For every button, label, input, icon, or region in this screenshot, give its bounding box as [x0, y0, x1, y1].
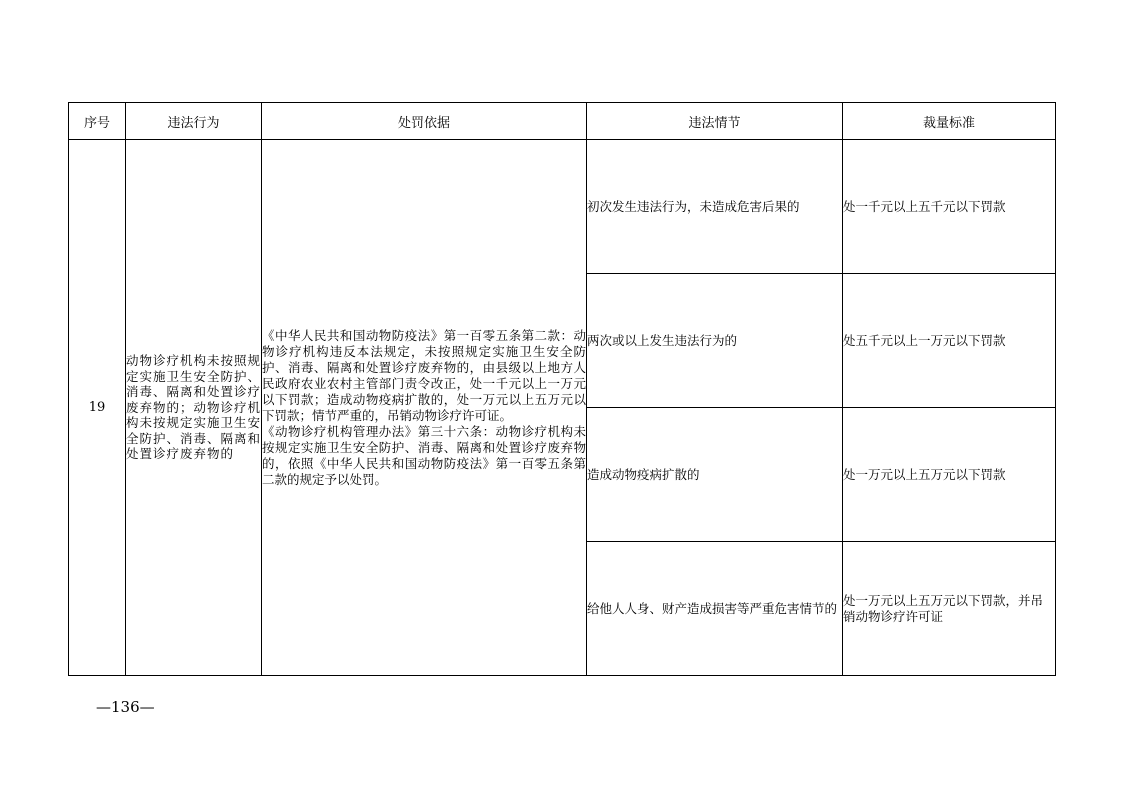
- standard-cell: 处一千元以上五千元以下罚款: [843, 140, 1056, 274]
- violation-cell: 动物诊疗机构未按照规定实施卫生安全防护、消毒、隔离和处置诊疗废弃物的；动物诊疗机构未按规定实施卫生安全防护、消毒、隔离和处置诊疗废弃物的: [126, 140, 262, 676]
- penalty-table: [68, 102, 1056, 676]
- header-standard: 裁量标准: [843, 103, 1056, 140]
- basis-cell: [262, 140, 587, 676]
- standard-cell: 处一万元以上五万元以下罚款，并吊销动物诊疗许可证: [843, 542, 1056, 676]
- page-number: —136—: [96, 698, 155, 716]
- header-number: 序号: [69, 103, 126, 140]
- row-number: 19: [69, 140, 126, 676]
- basis-paragraph: 《动物诊疗机构管理办法》第三十六条：动物诊疗机构未按规定实施卫生安全防护、消毒、隔离和处置诊疗废弃物的，依照《中华人民共和国动物防疫法》第一百零五条第二款的规定予以处罚。: [262, 423, 586, 487]
- table-row: [69, 140, 1056, 274]
- basis-paragraph: 《中华人民共和国动物防疫法》第一百零五条第二款：动物诊疗机构违反本法规定，未按照规定实施卫生安全防护、消毒、隔离和处置诊疗废弃物的，由县级以上地方人民政府农业农村主管部门责令改正，处一千元以上一万元以下罚款；造成动物疫病扩散的，处一万元以上五万元以下罚款；情节严重的，吊销动物诊疗许可证。: [262, 327, 586, 423]
- header-circumstance: 违法情节: [587, 103, 843, 140]
- header-basis: 处罚依据: [262, 103, 587, 140]
- circumstance-cell: 初次发生违法行为，未造成危害后果的: [587, 140, 843, 274]
- standard-cell: 处一万元以上五万元以下罚款: [843, 408, 1056, 542]
- circumstance-cell: 两次或以上发生违法行为的: [587, 274, 843, 408]
- circumstance-cell: 造成动物疫病扩散的: [587, 408, 843, 542]
- table-header-row: [69, 103, 1056, 140]
- circumstance-cell: 给他人人身、财产造成损害等严重危害情节的: [587, 542, 843, 676]
- header-violation: 违法行为: [126, 103, 262, 140]
- standard-cell: 处五千元以上一万元以下罚款: [843, 274, 1056, 408]
